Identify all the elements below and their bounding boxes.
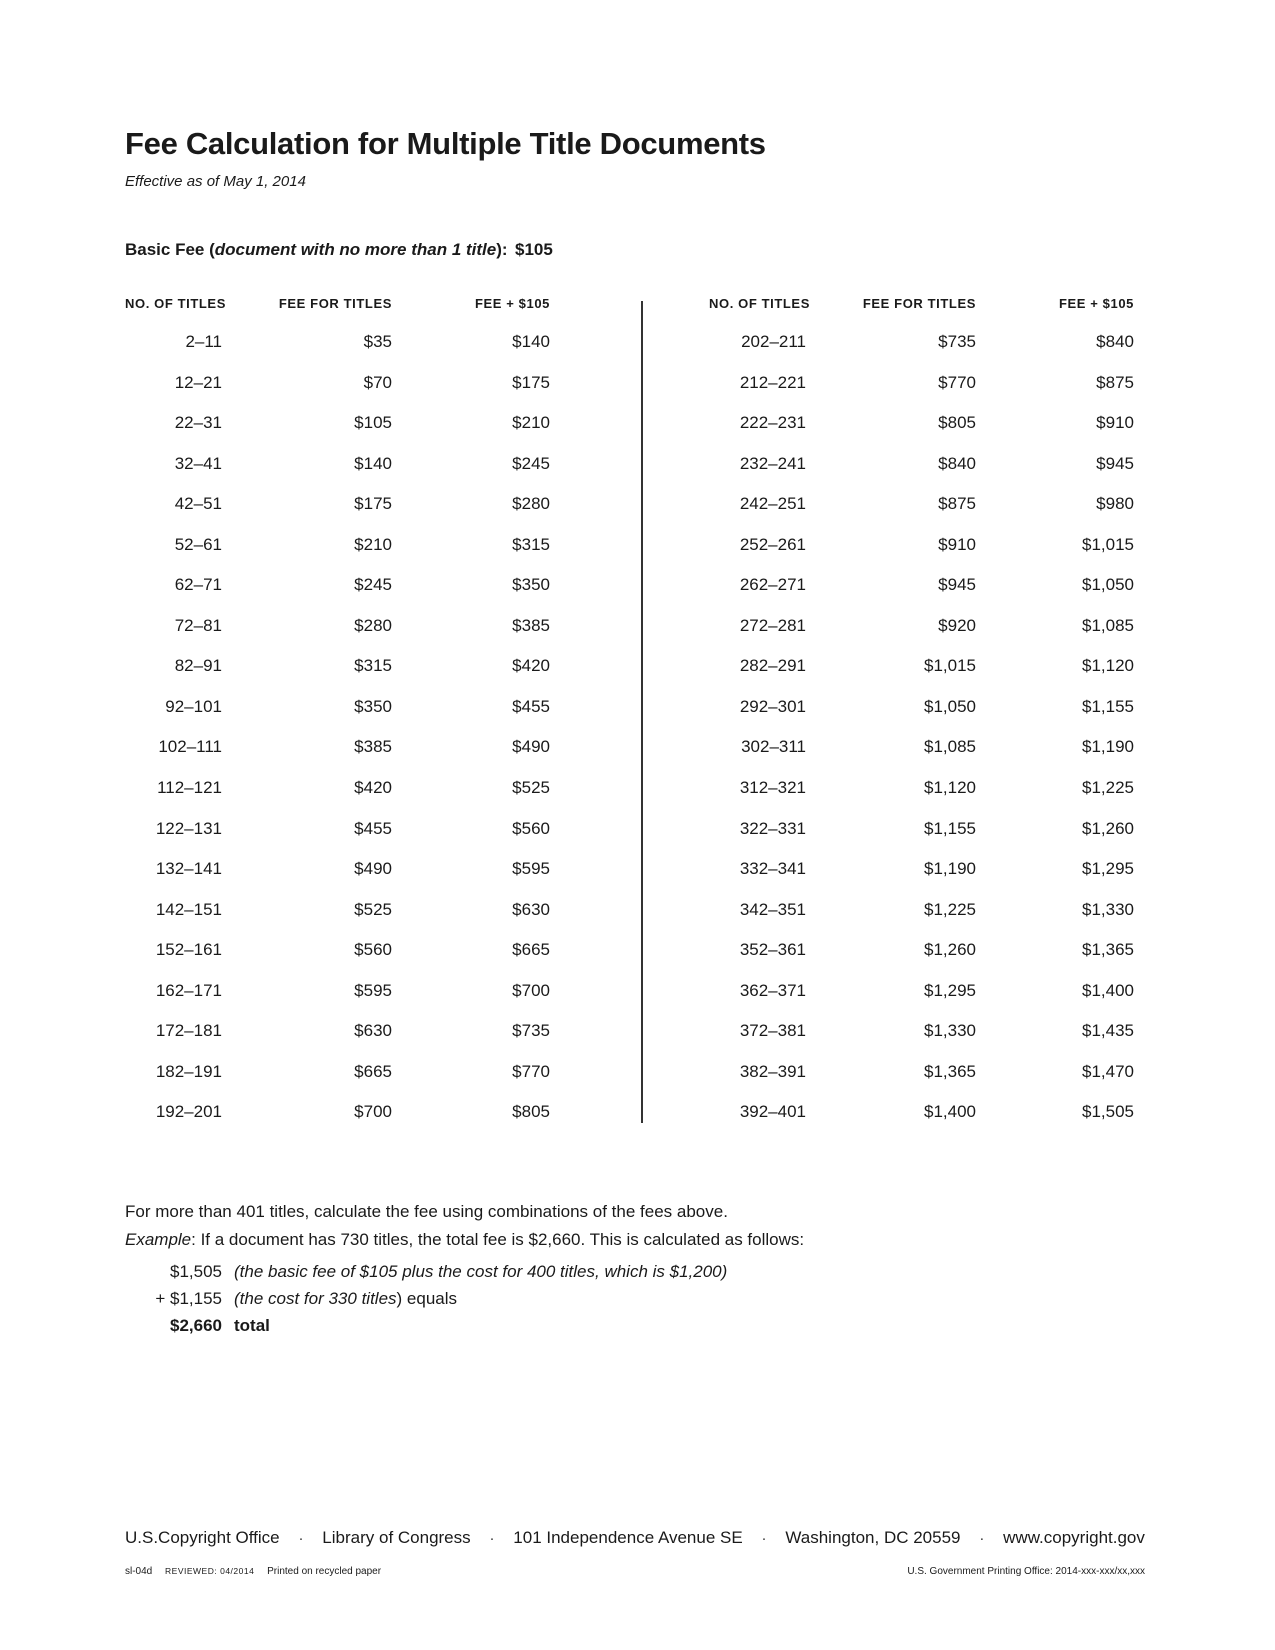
header-fee-for-titles: FEE FOR TITLES xyxy=(278,296,392,311)
cell-titles: 262–271 xyxy=(739,575,806,595)
cell-total: $595 xyxy=(512,859,550,879)
table-row xyxy=(709,413,1134,454)
cell-total: $175 xyxy=(512,372,550,392)
footer-separator: · xyxy=(761,1530,767,1547)
cell-total: $980 xyxy=(1096,494,1134,514)
header-no-of-titles: NO. OF TITLES xyxy=(125,296,226,311)
cell-titles: 22–31 xyxy=(174,413,222,433)
cell-fee: $70 xyxy=(363,372,392,392)
cell-total: $245 xyxy=(512,453,550,473)
cell-total: $630 xyxy=(512,899,550,919)
basic-fee-line xyxy=(125,240,553,260)
cell-titles: 112–121 xyxy=(157,778,222,798)
cell-fee: $1,260 xyxy=(924,940,976,960)
cell-total: $1,085 xyxy=(1082,615,1134,635)
footer-address: 101 Independence Avenue SE xyxy=(513,1528,743,1547)
table-rows-left xyxy=(125,332,550,1143)
calc-amount: $1,505 xyxy=(170,1262,222,1281)
cell-total: $1,260 xyxy=(1082,818,1134,838)
cell-total: $210 xyxy=(512,413,550,433)
subfooter-left xyxy=(125,1566,391,1577)
fee-table-right xyxy=(709,296,1134,1143)
cell-fee: $490 xyxy=(354,859,392,879)
cell-titles: 222–231 xyxy=(739,413,806,433)
calc-description: (the cost for 330 titles xyxy=(234,1289,397,1308)
example-label: Example xyxy=(125,1230,192,1249)
cell-fee: $595 xyxy=(354,980,392,1000)
table-row xyxy=(125,1021,550,1062)
header-fee-for-titles: FEE FOR TITLES xyxy=(862,296,976,311)
table-rows-right xyxy=(709,332,1134,1143)
footer-office: U.S.Copyright Office xyxy=(125,1528,280,1547)
table-row xyxy=(125,737,550,778)
cell-total: $560 xyxy=(512,818,550,838)
calc-total-amount: $2,660 xyxy=(170,1316,222,1335)
footer-library: Library of Congress xyxy=(322,1528,471,1547)
cell-titles: 302–311 xyxy=(741,737,806,757)
header-fee-plus-basic: FEE + $105 xyxy=(474,296,550,311)
table-row xyxy=(125,575,550,616)
cell-titles: 12–21 xyxy=(174,372,222,392)
cell-total: $1,120 xyxy=(1082,656,1134,676)
cell-total: $1,470 xyxy=(1082,1061,1134,1081)
footer xyxy=(125,1528,1145,1548)
cell-titles: 322–331 xyxy=(739,818,806,838)
table-row xyxy=(709,1021,1134,1062)
cell-fee: $1,295 xyxy=(924,980,976,1000)
cell-fee: $735 xyxy=(938,332,976,351)
cell-fee: $560 xyxy=(354,940,392,960)
table-row xyxy=(709,1102,1134,1143)
cell-total: $1,295 xyxy=(1082,859,1134,879)
table-row xyxy=(125,778,550,819)
cell-fee: $140 xyxy=(354,453,392,473)
cell-titles: 392–401 xyxy=(739,1102,806,1122)
cell-total: $1,050 xyxy=(1082,575,1134,595)
table-row xyxy=(125,535,550,576)
table-row xyxy=(709,373,1134,414)
cell-total: $525 xyxy=(512,778,550,798)
cell-titles: 172–181 xyxy=(155,1021,222,1041)
cell-titles: 352–361 xyxy=(739,940,806,960)
table-row xyxy=(709,494,1134,535)
table-header xyxy=(125,296,550,332)
calc-row-additional xyxy=(125,1289,727,1316)
cell-titles: 142–151 xyxy=(155,899,222,919)
calc-row-total xyxy=(125,1316,727,1343)
cell-fee: $385 xyxy=(354,737,392,757)
cell-total: $665 xyxy=(512,940,550,960)
cell-fee: $1,400 xyxy=(924,1102,976,1122)
table-row xyxy=(125,494,550,535)
footer-separator: · xyxy=(298,1530,304,1547)
cell-fee: $245 xyxy=(354,575,392,595)
table-row xyxy=(709,332,1134,373)
basic-fee-label-suffix: ): xyxy=(496,240,508,259)
footer-separator: · xyxy=(979,1530,985,1547)
cell-titles: 192–201 xyxy=(155,1102,222,1122)
calc-description: (the basic fee of $105 plus the cost for 400 titles, which is $1,200) xyxy=(234,1262,728,1281)
example-line xyxy=(125,1226,804,1254)
table-header xyxy=(709,296,1134,332)
cell-total: $280 xyxy=(512,494,550,514)
cell-fee: $1,330 xyxy=(924,1021,976,1041)
footer-separator: · xyxy=(489,1530,495,1547)
table-row xyxy=(709,575,1134,616)
cell-fee: $945 xyxy=(938,575,976,595)
cell-fee: $1,225 xyxy=(924,899,976,919)
cell-titles: 92–101 xyxy=(165,696,222,716)
table-row xyxy=(125,454,550,495)
calc-amount: + $1,155 xyxy=(155,1289,222,1308)
cell-fee: $35 xyxy=(363,332,392,351)
cell-total: $490 xyxy=(512,737,550,757)
cell-titles: 132–141 xyxy=(155,859,222,879)
cell-fee: $315 xyxy=(354,656,392,676)
note-line: For more than 401 titles, calculate the fee using combinations of the fees above. xyxy=(125,1202,728,1221)
cell-fee: $1,120 xyxy=(924,778,976,798)
table-row xyxy=(125,900,550,941)
cell-total: $700 xyxy=(512,980,550,1000)
cell-titles: 312–321 xyxy=(739,778,806,798)
table-row xyxy=(709,900,1134,941)
table-row xyxy=(125,697,550,738)
table-row xyxy=(709,859,1134,900)
cell-fee: $1,365 xyxy=(924,1061,976,1081)
cell-titles: 152–161 xyxy=(155,940,222,960)
cell-titles: 82–91 xyxy=(174,656,222,676)
cell-fee: $770 xyxy=(938,372,976,392)
cell-titles: 292–301 xyxy=(739,696,806,716)
cell-fee: $175 xyxy=(354,494,392,514)
cell-titles: 162–171 xyxy=(155,980,222,1000)
cell-total: $735 xyxy=(512,1021,550,1041)
cell-fee: $840 xyxy=(938,453,976,473)
table-row xyxy=(709,940,1134,981)
cell-titles: 212–221 xyxy=(739,372,806,392)
cell-titles: 122–131 xyxy=(155,818,222,838)
table-row xyxy=(125,1062,550,1103)
cell-titles: 32–41 xyxy=(174,453,222,473)
cell-fee: $1,050 xyxy=(924,696,976,716)
cell-titles: 242–251 xyxy=(739,494,806,514)
header-fee-plus-basic: FEE + $105 xyxy=(1058,296,1134,311)
cell-total: $1,225 xyxy=(1082,778,1134,798)
cell-fee: $1,190 xyxy=(924,859,976,879)
cell-titles: 72–81 xyxy=(174,615,222,635)
cell-titles: 332–341 xyxy=(739,859,806,879)
table-row xyxy=(125,656,550,697)
cell-total: $1,330 xyxy=(1082,899,1134,919)
cell-fee: $875 xyxy=(938,494,976,514)
cell-total: $770 xyxy=(512,1061,550,1081)
calc-total-label: total xyxy=(234,1316,270,1335)
cell-fee: $910 xyxy=(938,534,976,554)
form-code: sl-04d xyxy=(125,1566,153,1577)
cell-total: $455 xyxy=(512,696,550,716)
header-no-of-titles: NO. OF TITLES xyxy=(709,296,810,311)
basic-fee-label-prefix: Basic Fee ( xyxy=(125,240,215,259)
cell-total: $1,365 xyxy=(1082,940,1134,960)
table-row xyxy=(709,454,1134,495)
cell-fee: $1,085 xyxy=(924,737,976,757)
table-row xyxy=(125,1102,550,1143)
cell-total: $945 xyxy=(1096,453,1134,473)
note-section xyxy=(125,1198,804,1254)
table-row xyxy=(709,737,1134,778)
footer-city: Washington, DC 20559 xyxy=(785,1528,961,1547)
cell-total: $1,190 xyxy=(1082,737,1134,757)
fee-table-left xyxy=(125,296,550,1143)
cell-total: $420 xyxy=(512,656,550,676)
table-row xyxy=(125,616,550,657)
cell-fee: $455 xyxy=(354,818,392,838)
table-row xyxy=(709,1062,1134,1103)
reviewed-date: REVIEWED: 04/2014 xyxy=(165,1566,255,1576)
cell-total: $385 xyxy=(512,615,550,635)
cell-fee: $700 xyxy=(354,1102,392,1122)
cell-total: $350 xyxy=(512,575,550,595)
basic-fee-amount: $105 xyxy=(515,240,553,259)
table-row xyxy=(709,616,1134,657)
cell-fee: $350 xyxy=(354,696,392,716)
cell-titles: 282–291 xyxy=(739,656,806,676)
cell-titles: 52–61 xyxy=(174,534,222,554)
table-row xyxy=(125,859,550,900)
cell-fee: $805 xyxy=(938,413,976,433)
table-row xyxy=(709,697,1134,738)
gpo-note: U.S. Government Printing Office: 2014-xxx-xxx/xx,xxx xyxy=(907,1566,1145,1577)
cell-fee: $280 xyxy=(354,615,392,635)
cell-titles: 252–261 xyxy=(739,534,806,554)
cell-total: $875 xyxy=(1096,372,1134,392)
cell-total: $1,015 xyxy=(1082,534,1134,554)
table-row xyxy=(709,535,1134,576)
calculation-section xyxy=(125,1262,727,1343)
cell-total: $1,400 xyxy=(1082,980,1134,1000)
table-row xyxy=(125,373,550,414)
cell-titles: 182–191 xyxy=(155,1061,222,1081)
calc-row-basic xyxy=(125,1262,727,1289)
cell-fee: $525 xyxy=(354,899,392,919)
cell-total: $140 xyxy=(512,332,550,351)
cell-fee: $105 xyxy=(354,413,392,433)
table-row xyxy=(709,778,1134,819)
calc-suffix: ) equals xyxy=(396,1289,458,1308)
cell-fee: $420 xyxy=(354,778,392,798)
table-row xyxy=(125,819,550,860)
cell-total: $840 xyxy=(1096,332,1134,351)
cell-fee: $210 xyxy=(354,534,392,554)
subfooter xyxy=(125,1566,1145,1577)
cell-titles: 362–371 xyxy=(739,980,806,1000)
footer-website-link[interactable]: www.copyright.gov xyxy=(1003,1528,1145,1547)
column-divider xyxy=(641,301,643,1123)
cell-total: $1,505 xyxy=(1082,1102,1134,1122)
cell-titles: 342–351 xyxy=(739,899,806,919)
effective-date: Effective as of May 1, 2014 xyxy=(125,173,306,190)
cell-fee: $920 xyxy=(938,615,976,635)
cell-titles: 42–51 xyxy=(174,494,222,514)
cell-fee: $665 xyxy=(354,1061,392,1081)
cell-titles: 272–281 xyxy=(739,615,806,635)
table-row xyxy=(125,413,550,454)
table-row xyxy=(125,981,550,1022)
recycled-note: Printed on recycled paper xyxy=(267,1566,382,1577)
cell-total: $1,155 xyxy=(1082,696,1134,716)
cell-fee: $630 xyxy=(354,1021,392,1041)
cell-total: $910 xyxy=(1096,413,1134,433)
cell-fee: $1,155 xyxy=(924,818,976,838)
cell-titles: 232–241 xyxy=(739,453,806,473)
cell-total: $315 xyxy=(512,534,550,554)
cell-total: $805 xyxy=(512,1102,550,1122)
cell-titles: 2–11 xyxy=(185,332,222,351)
cell-titles: 202–211 xyxy=(741,332,806,351)
table-row xyxy=(709,981,1134,1022)
example-text: : If a document has 730 titles, the total fee is $2,660. This is calculated as follows: xyxy=(191,1230,805,1249)
cell-titles: 372–381 xyxy=(739,1021,806,1041)
table-row xyxy=(125,940,550,981)
basic-fee-label-italic: document with no more than 1 title xyxy=(214,240,497,259)
cell-titles: 102–111 xyxy=(158,737,222,757)
cell-fee: $1,015 xyxy=(924,656,976,676)
table-row xyxy=(709,656,1134,697)
table-row xyxy=(709,819,1134,860)
cell-total: $1,435 xyxy=(1082,1021,1134,1041)
page-title: Fee Calculation for Multiple Title Documents xyxy=(125,126,766,161)
cell-titles: 382–391 xyxy=(739,1061,806,1081)
table-row xyxy=(125,332,550,373)
cell-titles: 62–71 xyxy=(174,575,222,595)
